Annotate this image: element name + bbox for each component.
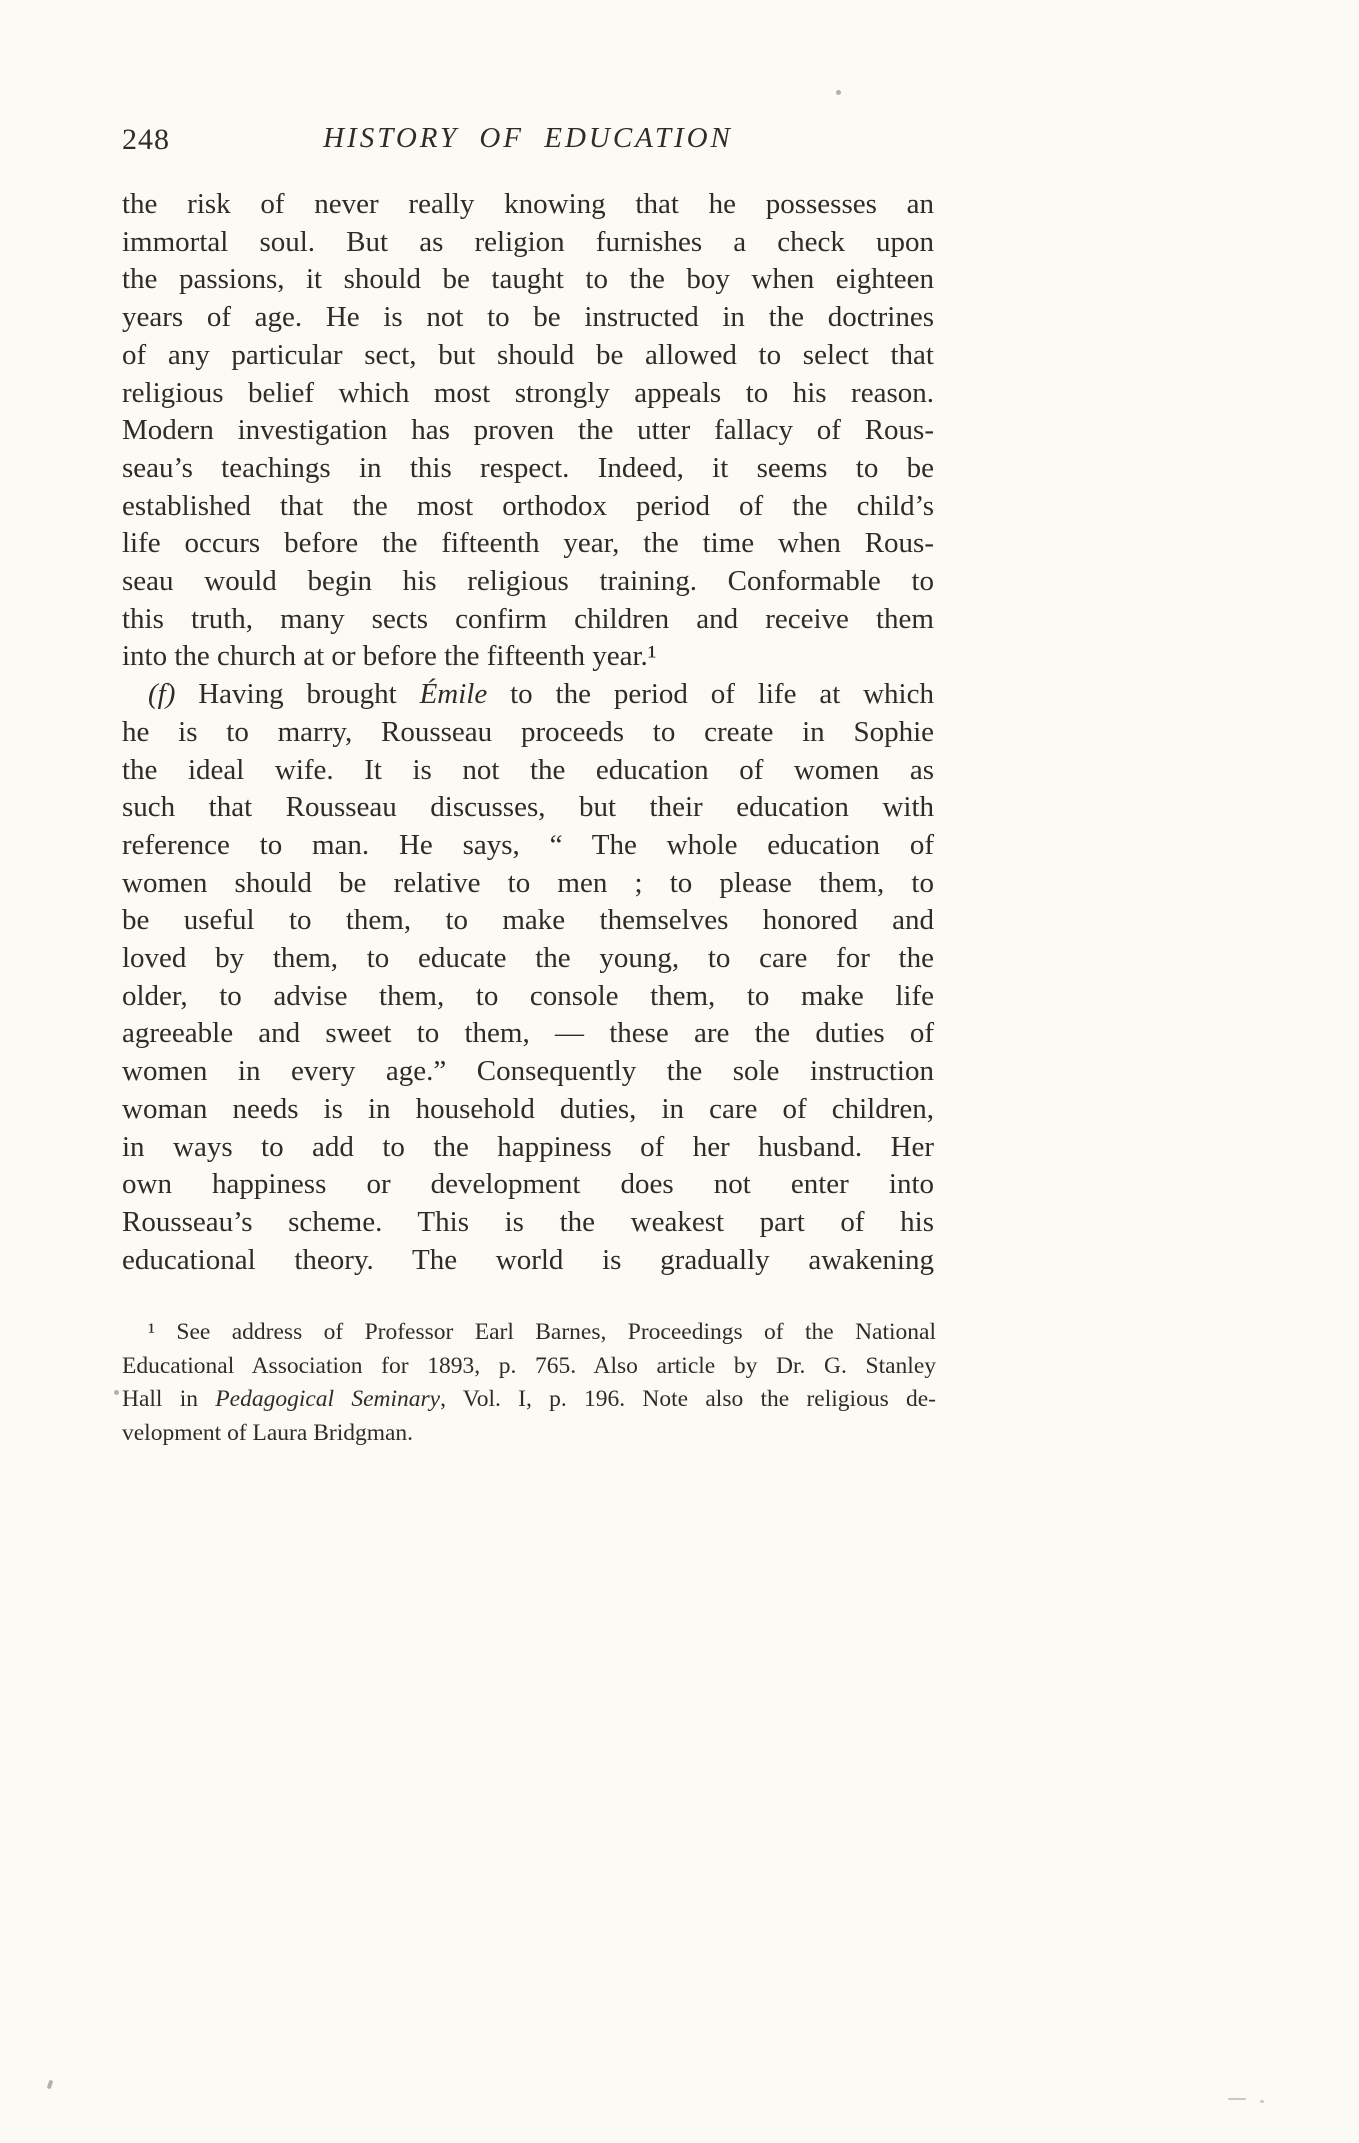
body-text-line: agreeable and sweet to them, — these are the duties of (122, 1017, 934, 1050)
running-title: HISTORY OF EDUCATION (323, 122, 733, 154)
body-text-line: own happiness or development does not enter into (122, 1168, 934, 1201)
body-text-line: women should be relative to men ; to please them, to (122, 866, 934, 899)
body-text-line: life occurs before the fifteenth year, the time when Rous- (122, 527, 934, 560)
body-text-line: immortal soul. But as religion furnishes a check upon (122, 225, 934, 258)
scan-speck (1260, 2100, 1264, 2103)
page-header (122, 120, 934, 164)
body-text-line: of any particular sect, but should be allowed to select that (122, 338, 934, 371)
italic-text: (f) (148, 678, 176, 711)
body-text-line: be useful to them, to make themselves honored and (122, 904, 934, 937)
footnote-line: velopment of Laura Bridgman. (122, 1419, 414, 1446)
body-text-line: such that Rousseau discusses, but their education with (122, 791, 934, 824)
body-text-line: years of age. He is not to be instructed in the doctrines (122, 301, 934, 334)
body-text-line: this truth, many sects confirm children and receive them (122, 602, 934, 635)
page-number: 248 (122, 123, 170, 156)
italic-text: Pedagogical Seminary (215, 1386, 441, 1413)
footnote-line: Hall in Pedagogical Seminary, Vol. I, p. 196. Note also the religious de- (122, 1386, 936, 1413)
footnote-line: Educational Association for 1893, p. 765. Also article by Dr. G. Stanley (122, 1352, 936, 1379)
body-text-line: older, to advise them, to console them, to make life (122, 979, 934, 1012)
scan-speck (47, 2080, 54, 2090)
body-text-line: religious belief which most strongly appeals to his reason. (122, 376, 934, 409)
body-text-line: seau’s teachings in this respect. Indeed, it seems to be (122, 451, 934, 484)
body-text-line: into the church at or before the fifteenth year.¹ (122, 640, 657, 673)
scan-speck (114, 1390, 119, 1395)
body-text-line: Modern investigation has proven the utter fallacy of Rous- (122, 414, 934, 447)
scan-speck (1228, 2098, 1246, 2100)
scan-speck (836, 90, 841, 95)
body-text-line: (f) Having brought Émile to the period of life at which (148, 678, 934, 711)
paragraph (122, 186, 934, 676)
body-text-line: woman needs is in household duties, in care of children, (122, 1092, 934, 1125)
paragraph (122, 1316, 936, 1450)
body-text-line: he is to marry, Rousseau proceeds to create in Sophie (122, 715, 934, 748)
body-text-line: reference to man. He says, “ The whole education of (122, 828, 934, 861)
body-text-line: educational theory. The world is gradually awakening (122, 1243, 934, 1276)
body-text-line: women in every age.” Consequently the sole instruction (122, 1055, 934, 1088)
footnote-line: ¹ See address of Professor Earl Barnes, Proceedings of the National (148, 1319, 936, 1345)
body-text-line: the passions, it should be taught to the boy when eighteen (122, 263, 934, 296)
body-text-line: established that the most orthodox period of the child’s (122, 489, 934, 522)
body-text-line: the risk of never really knowing that he possesses an (122, 188, 934, 220)
body-text-line: Rousseau’s scheme. This is the weakest part of his (122, 1205, 934, 1238)
body-text-line: the ideal wife. It is not the education of women as (122, 753, 934, 786)
body-text-line: loved by them, to educate the young, to care for the (122, 942, 934, 975)
paragraph (122, 676, 934, 1279)
body-text-line: in ways to add to the happiness of her husband. Her (122, 1130, 934, 1163)
body-text-line: seau would begin his religious training. Conformable to (122, 565, 934, 598)
page-body-text (122, 186, 934, 1279)
italic-text: Émile (419, 678, 488, 711)
footnote (122, 1316, 936, 1450)
